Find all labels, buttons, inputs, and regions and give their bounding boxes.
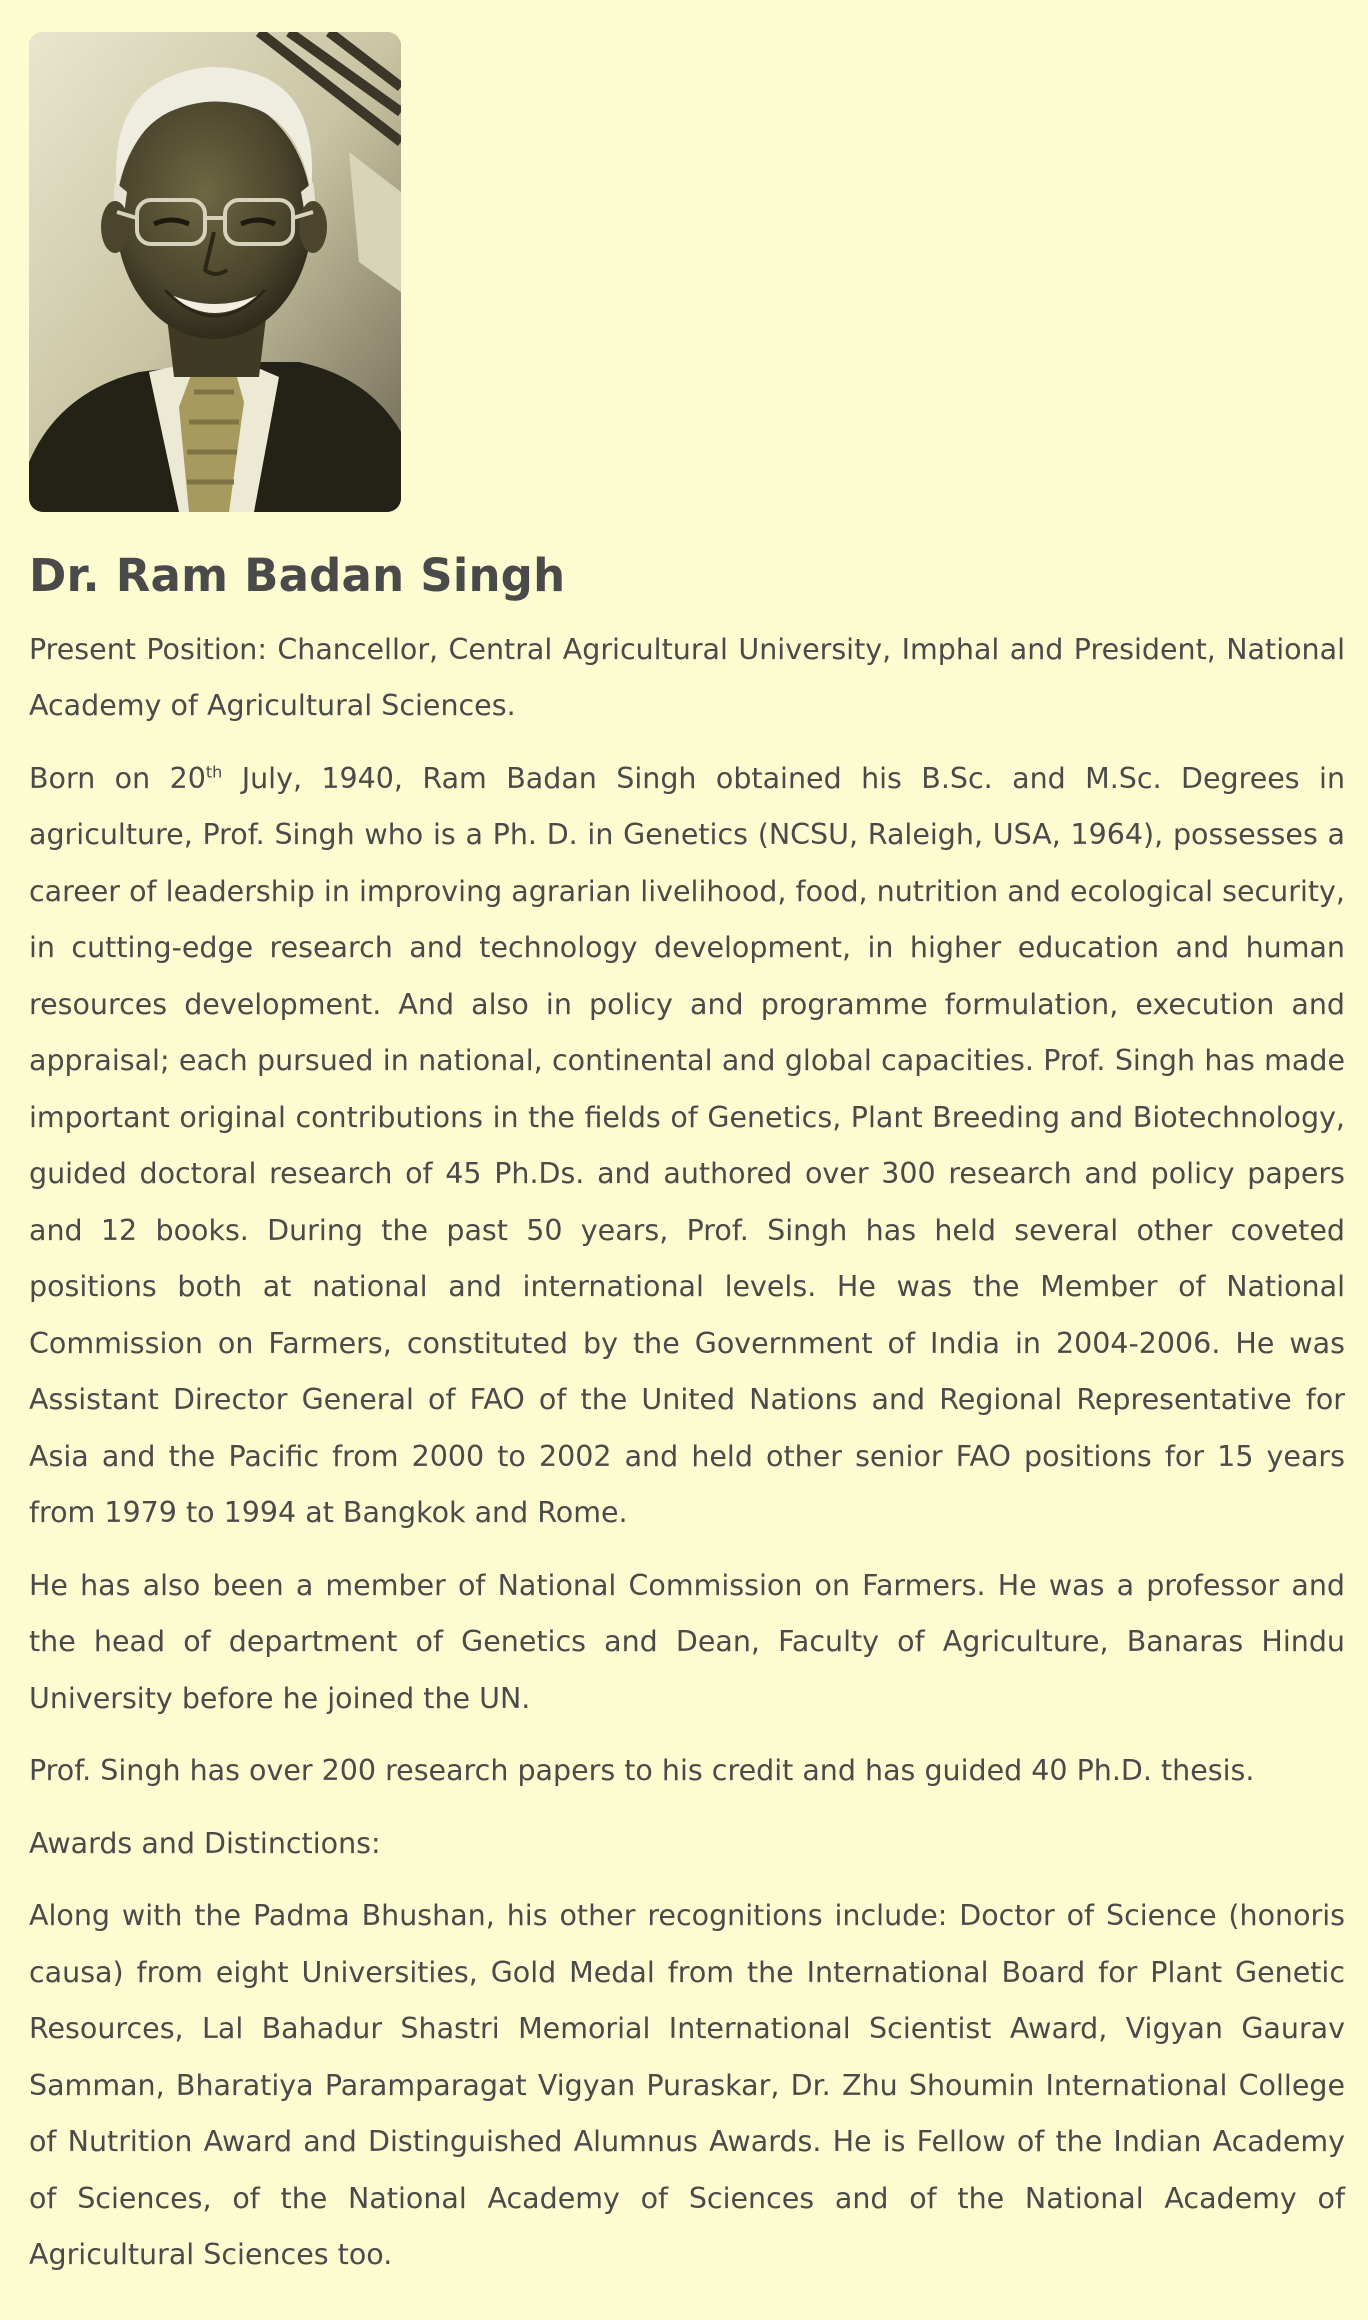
awards-paragraph: Along with the Padma Bhushan, his other recognitions include: Doctor of Science (honoris causa) from eight Universities, Gold Medal from the International Board for Plant Genetic Resources, Lal Bahadur Shastri Memorial International Scientist Award, Vigyan Gaurav Samman, Bharatiya Paramparagat Vigyan Puraskar, Dr. Zhu Shoumin International College of Nutrition Award and Distinguished Alumnus Awards. He is Fellow of the Indian Academy of Sciences, of the National Academy of Sciences and of the National Academy of Agricultural Sciences too.: [29, 1899, 1345, 2272]
bio-text: [29, 622, 1345, 2284]
profile-photo: [29, 32, 401, 512]
papers-paragraph: Prof. Singh has over 200 research papers to his credit and has guided 40 Ph.D. thesis.: [29, 1754, 1255, 1788]
biography-paragraph: [29, 751, 1345, 1542]
born-rest: July, 1940, Ram Badan Singh obtained his B.Sc. and M.Sc. Degrees in agriculture, Prof. Singh who is a Ph. D. in Genetics (NCSU, Raleigh, USA, 1964), possesses a career of leadership in improving agrarian livelihood, food, nutrition and ecological security, in cutting-edge research and technology development, in higher education and human resources development. And also in policy and programme formulation, execution and appraisal; each pursued in national, continental and global capacities. Prof. Singh has made important original contributions in the fields of Genetics, Plant Breeding and Biotechnology, guided doctoral research of 45 Ph.Ds. and authored over 300 research and policy papers and 12 books. During the past 50 years, Prof. Singh has held several other coveted positions both at national and international levels. He was the Member of National Commission on Farmers, constituted by the Government of India in 2004-2006. He was Assistant Director General of FAO of the United Nations and Regional Representative for Asia and the Pacific from 2000 to 2002 and held other senior FAO positions for 15 years from 1979 to 1994 at Bangkok and Rome.: [29, 761, 1346, 1530]
present-position: Present Position: Chancellor, Central Agricultural University, Imphal and President, National Academy of Agricultural Sciences.: [29, 632, 1345, 723]
commission-paragraph: He has also been a member of National Commission on Farmers. He was a professor and the head of department of Genetics and Dean, Faculty of Agriculture, Banaras Hindu University before he joined the UN.: [29, 1568, 1345, 1715]
person-name: Dr. Ram Badan Singh: [29, 549, 566, 602]
born-superscript: th: [205, 762, 223, 782]
awards-heading: Awards and Distinctions:: [29, 1826, 381, 1860]
born-prefix: Born on 20: [29, 761, 206, 795]
portrait-image: [29, 32, 401, 512]
